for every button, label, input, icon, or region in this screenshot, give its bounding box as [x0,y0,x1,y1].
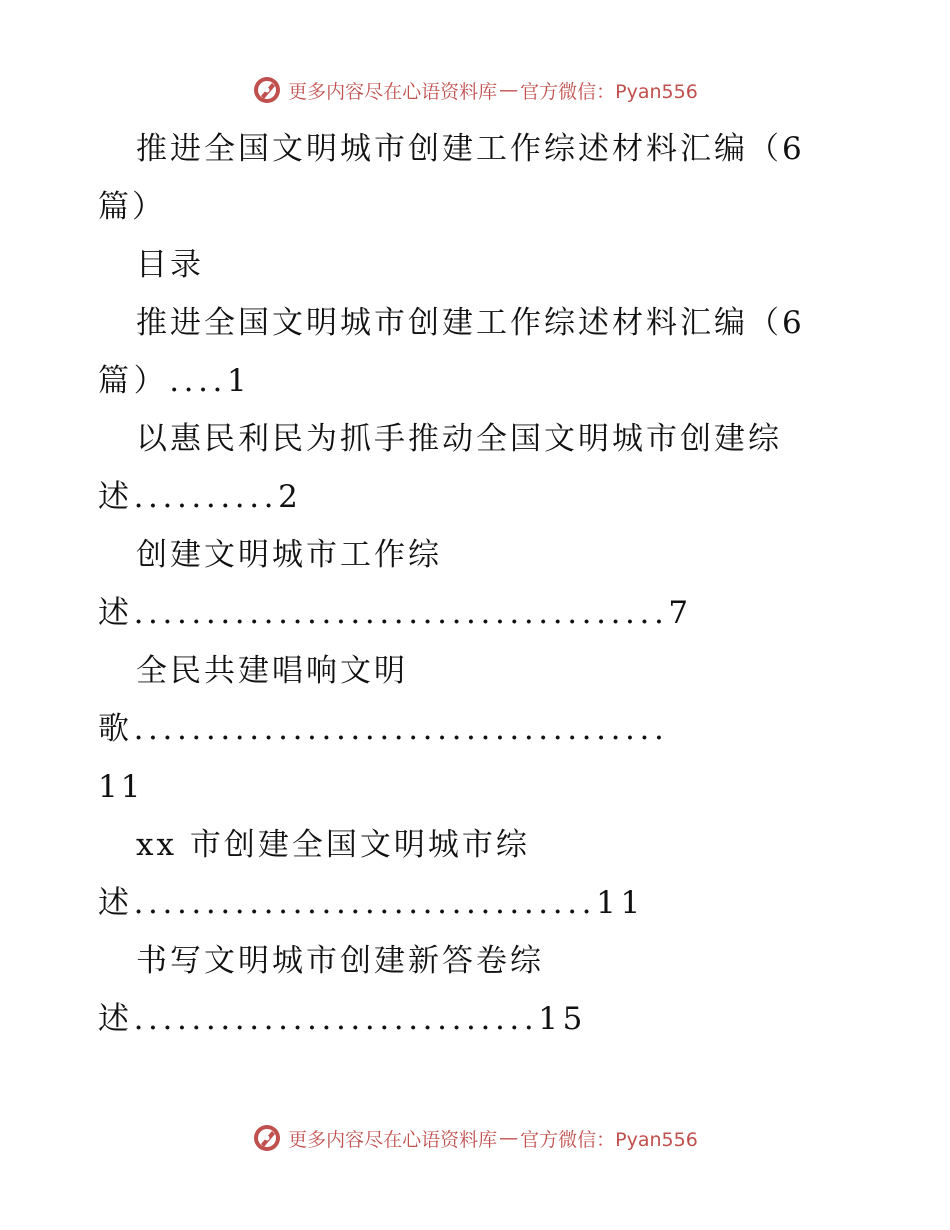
toc-entry-5-leader: 述................................11 [98,885,645,921]
toc-entry-3-leader: 述.....................................7 [98,595,693,631]
pen-logo-icon [252,75,282,105]
toc-entry-1-leader: 篇）....1 [98,363,252,399]
toc-entry-4-leader: 歌..................................... [98,711,669,747]
toc-entry-5-title: xx 市创建全国文明城市综 [136,827,530,863]
watermark-text: 更多内容尽在心语资料库 [288,80,498,103]
toc-entry-1-title: 推进全国文明城市创建工作综述材料汇编（6 [136,305,805,341]
toc-entry-2-title: 以惠民利民为抓手推动全国文明城市创建综 [136,421,782,457]
toc-entry-4-title: 全民共建唱响文明 [136,653,408,689]
toc-entry-6-leader: 述............................15 [98,1001,587,1037]
watermark-text: 更多内容尽在心语资料库 [288,1128,498,1151]
toc-entry-4-page: 11 [98,769,144,805]
watermark-dash: — [499,79,519,101]
watermark-dash: — [499,1127,519,1149]
document-title-line2: 篇） [98,189,166,225]
watermark-wechat: 官方微信：Pyan556 [520,80,698,103]
watermark-wechat: 官方微信：Pyan556 [520,1128,698,1151]
toc-entry-2-leader: 述..........2 [98,479,303,515]
pen-logo-icon [252,1123,282,1153]
toc-entry-3-title: 创建文明城市工作综 [136,537,442,573]
document-title-line1: 推进全国文明城市创建工作综述材料汇编（6 [136,131,805,167]
toc-heading: 目录 [136,247,204,283]
toc-entry-6-title: 书写文明城市创建新答卷综 [136,943,544,979]
watermark-banner-top [0,70,950,110]
watermark-banner-bottom [0,1118,950,1158]
